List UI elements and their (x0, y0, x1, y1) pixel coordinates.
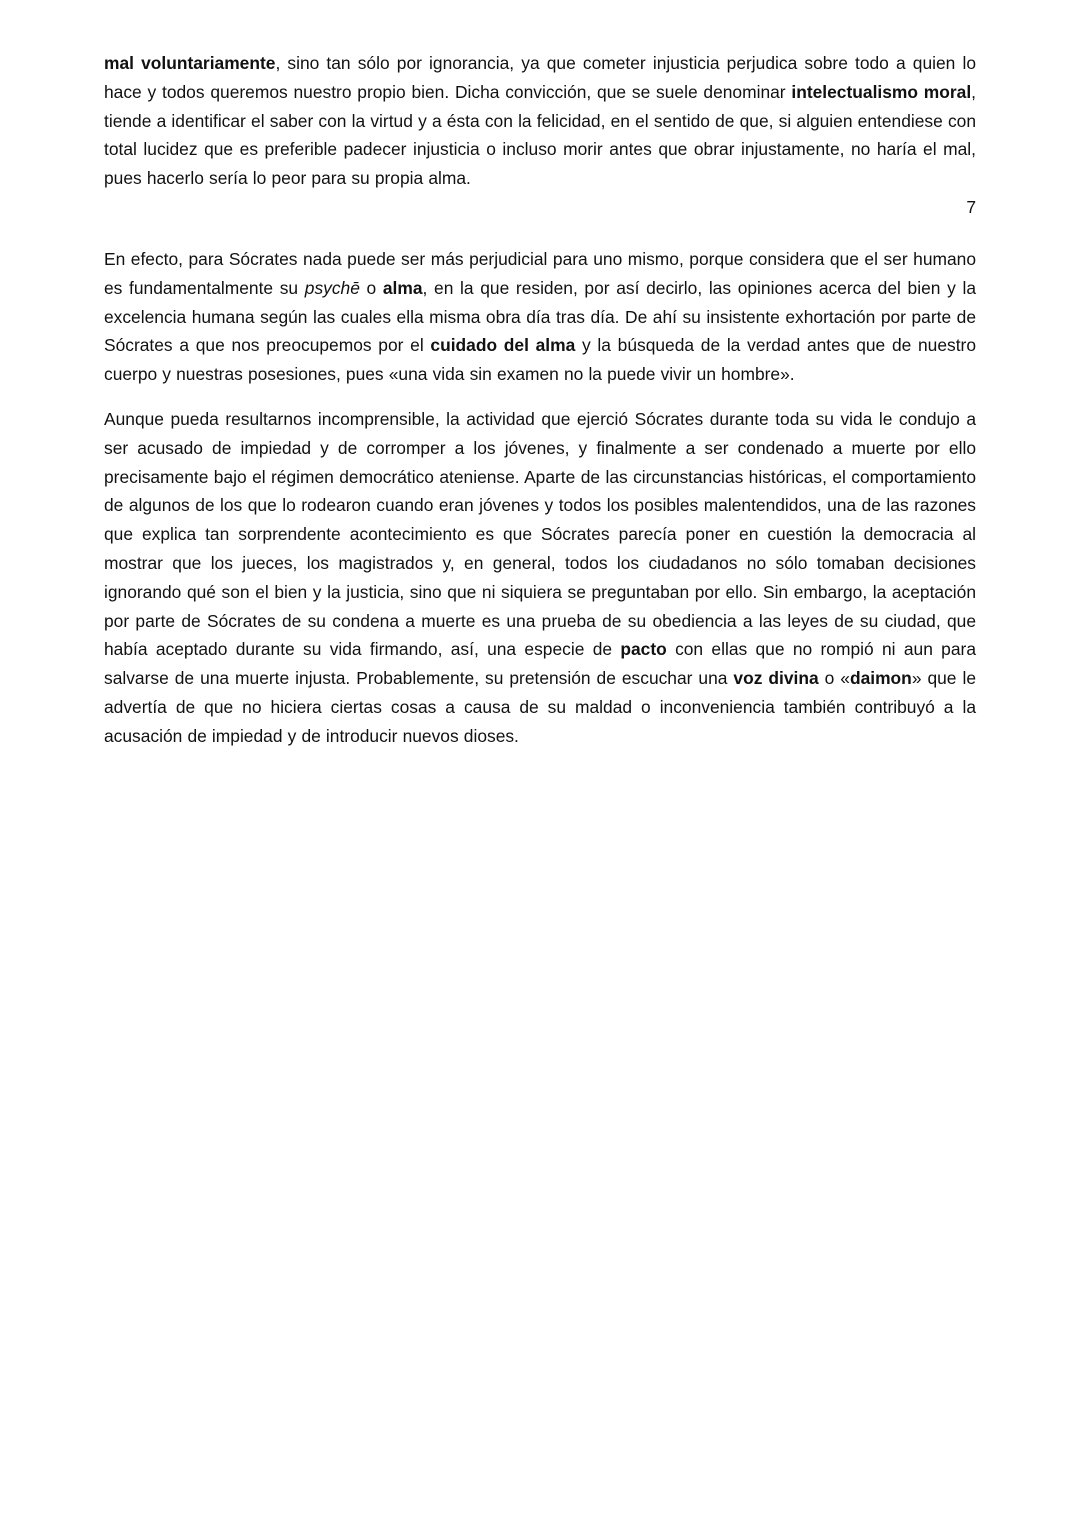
paragraph-trial (104, 405, 976, 751)
bold-term: alma (382, 277, 423, 298)
page-number: 7 (966, 197, 976, 217)
bold-term: cuidado del alma (430, 335, 576, 356)
text-run: o « (818, 668, 850, 689)
text-run: , tiende a identificar el saber con la virtud y a ésta con la felicidad, en el sentido de que, si alguien entendiese con total lucidez que es preferible padecer injusticia o incluso morir antes que obrar injustamente, no haría el mal, pues hacerlo sería lo peor para su propia alma. (104, 81, 976, 189)
paragraph-intellectualism (104, 49, 976, 193)
bold-term: intelectualismo moral (791, 81, 972, 102)
bold-term: daimon (849, 668, 912, 689)
italic-term: psychē (304, 277, 360, 298)
paragraph-soul (104, 245, 976, 389)
text-run: con ellas que no rompió ni aun para salvarse de una muerte injusta. Probablemente, su pretensión de escuchar una (104, 639, 976, 689)
text-run: En efecto, para Sócrates nada puede ser más perjudicial para uno mismo, porque considera que el ser humano es fundamentalmente su (104, 249, 976, 298)
bold-term: pacto (620, 639, 667, 660)
text-run: , en la que residen, por así decirlo, las opiniones acerca del bien y la excelencia humana según las cuales ella misma obra día tras día. De ahí su insistente exhortación por parte de Sócrates a que nos preocupemos por el (104, 277, 976, 356)
text-run: Aunque pueda resultarnos incomprensible, la actividad que ejerció Sócrates durante toda su vida le condujo a ser acusado de impiedad y de corromper a los jóvenes, y finalmente a ser condenado a muerte por ello precisamente bajo el régimen democrático ateniense. Aparte de las circunstancias históricas, el comportamiento de algunos de los que lo rodearon cuando eran jóvenes y todos los posibles malentendidos, una de las razones que explica tan sorprendente acontecimiento es que Sócrates parecía poner en cuestión la democracia al mostrar que los jueces, los magistrados y, en general, todos los ciudadanos no sólo tomaban decisiones ignorando qué son el bien y la justicia, sino que ni siquiera se preguntaban por ello. Sin embargo, la aceptación por parte de Sócrates de su condena a muerte es una prueba de su obediencia a las leyes de su ciudad, que había aceptado durante su vida firmando, así, una especie de (104, 409, 976, 660)
text-run: o (359, 277, 383, 298)
bold-term: voz divina (733, 668, 819, 689)
text-run: y la búsqueda de la verdad antes que de nuestro cuerpo y nuestras posesiones, pues «una vida sin examen no la puede vivir un hombre». (104, 335, 977, 385)
text-run: » que le advertía de que no hiciera ciertas cosas a causa de su maldad o inconveniencia también contribuyó a la acusación de impiedad y de introducir nuevos dioses. (104, 668, 976, 746)
bold-term: mal voluntariamente (104, 53, 276, 73)
text-run: , sino tan sólo por ignorancia, ya que cometer injusticia perjudica sobre todo a quien lo hace y todos queremos nuestro propio bien. Dicha convicción, que se suele denominar (104, 53, 976, 102)
